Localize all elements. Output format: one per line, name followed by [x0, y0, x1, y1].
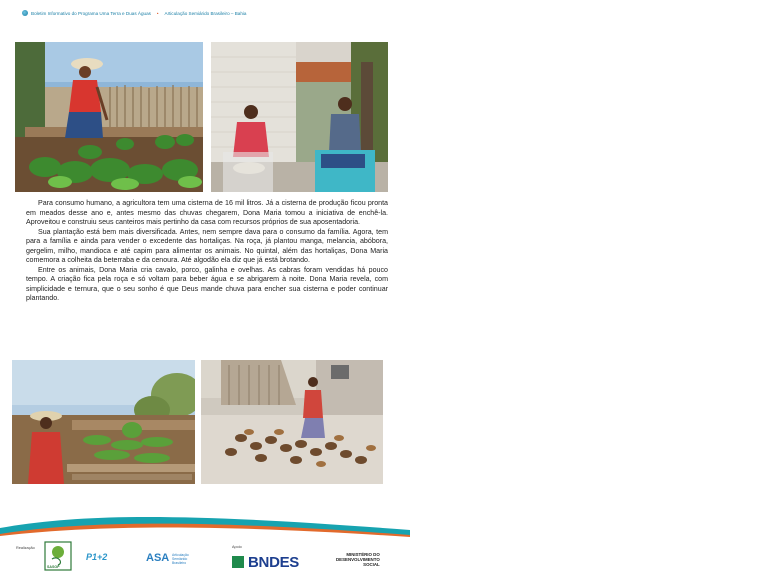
realizacao-label: Realização: [16, 546, 35, 550]
mds-logo: MINISTÉRIO DO DESENVOLVIMENTO SOCIAL: [336, 552, 380, 567]
program-logo-icon: [22, 10, 28, 16]
header-left-text: Boletim Informativo do Programa Uma Terra e Duas Águas: [31, 10, 151, 16]
header-right-text: Articulação Semiárido Brasileiro – Bahia: [164, 10, 247, 16]
paragraph: Para consumo humano, a agricultora tem uma cisterna de 16 mil litros. Já a cisterna de produção ficou pronta em meados desse ano e, antes mesmo das chuvas chegarem, Dona Maria tomou a iniciativa de enchê-la. Aproveitou e construiu seus canteiros mais pertinho da casa com recursos próprios de sua aposentadoria.: [26, 199, 388, 226]
paragraph: Entre os animais, Dona Maria cria cavalo, porco, galinha e ovelhas. As cabras foram vendidas há pouco tempo. A criação fica pela roça e só voltam para beber água e se abrigarem à noite. Dona Maria revela, com simplicidade e ternura, que o seu sonho é que Deus mande chuva para encher sua cisterna e poder continuar plantando.: [26, 265, 388, 302]
apoio-label: Apoio: [232, 545, 242, 549]
bndes-logo: BNDES: [248, 554, 300, 571]
photo-woman-seedbeds: [12, 360, 195, 484]
header-separator: •: [156, 10, 159, 16]
page-header: [22, 10, 247, 16]
bndes-logo-icon: [232, 556, 244, 568]
footer-wave-decoration: [0, 514, 410, 544]
p1m2-logo: P1+2: [86, 552, 108, 562]
asa-logo: ASA: [146, 552, 170, 564]
paragraph: Sua plantação está bem mais diversificada. Antes, nem sempre dava para o consumo da família. Agora, tem para a família e ainda para vender o excedente das hortaliças. Na roça, já plantou manga, melancia, abóbora, gergelim, milho, mandioca e até capim para alimentar os animais. No quintal, além das hortaliças, Dona Maria comemora a colheita da beterraba e da cenoura. Até algodão ela diz que já está brotando.: [26, 227, 388, 264]
asa-logo-subtitle: Articulação Semiárido Brasileiro: [172, 553, 189, 565]
sasop-logo-text: SASOP: [47, 565, 60, 569]
photo-chickens-yard: [201, 360, 383, 484]
photo-woman-garden: [15, 42, 203, 192]
article-body: [26, 199, 388, 304]
photo-two-women-seated: [211, 42, 388, 192]
